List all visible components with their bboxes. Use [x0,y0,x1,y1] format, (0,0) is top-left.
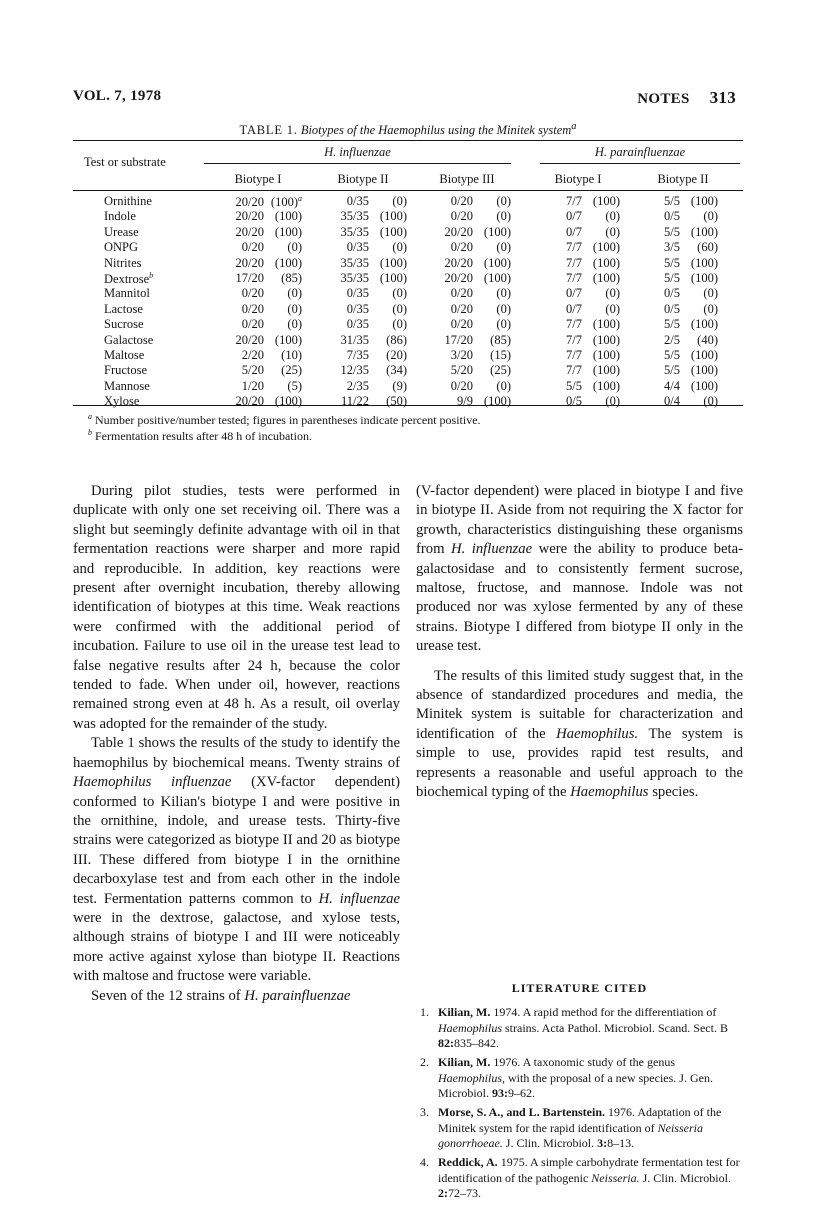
cell-percent: (0) [287,301,302,316]
table-cell [323,209,407,224]
cell-percent: (100) [274,209,302,224]
footnote-mark: b [88,428,92,437]
cell-count: 7/35 [346,348,369,362]
cell-count: 7/7 [566,348,582,362]
cell-count: 4/4 [664,378,680,393]
cell-percent: (50) [386,394,407,409]
cell-percent: (100) [483,224,511,239]
table-row [0,194,816,209]
cell-percent: (86) [386,332,407,347]
row-label: Mannitol [104,286,150,301]
cell-count: 2/35 [346,378,369,393]
cell-count: 20/20 [444,224,473,239]
running-header-volume: VOL. 7, 1978 [73,88,162,104]
table-row [0,333,816,348]
cell-percent: (100) [592,255,620,270]
table-cell [427,225,511,240]
table-cell [427,286,511,301]
table-cell [550,194,620,209]
table-row [0,240,816,255]
cell-count: 7/7 [566,332,582,347]
cell-count: 0/7 [566,301,582,316]
cell-count: 0/35 [346,240,369,255]
cell-count: 0/7 [566,224,582,239]
cell-count: 0/20 [450,194,473,208]
body-column-left [73,482,400,1006]
cell-percent: (40) [697,332,718,347]
table-cell [650,317,718,332]
table-cell [650,302,718,317]
cell-count: 17/20 [235,271,264,285]
cell-count: 5/5 [664,363,680,378]
cell-percent: (100) [274,394,302,409]
cell-percent: (0) [496,209,511,224]
cell-percent: (85) [490,332,511,347]
table-cell [427,240,511,255]
table-row [0,256,816,271]
cell-percent: (100) [483,394,511,409]
table-cell [323,363,407,378]
cell-count: 5/5 [664,194,680,208]
cell-percent: (60) [697,240,718,255]
table-cell [550,209,620,224]
row-label: Sucrose [104,317,144,332]
cell-count: 5/5 [664,317,680,332]
table-cell [550,348,620,363]
cell-count: 0/35 [346,194,369,208]
cell-count: 5/5 [664,255,680,270]
cell-percent: (0) [605,394,620,409]
table-cell [218,394,302,409]
group-header-h-influenzae: H. influenzae [324,145,391,159]
table-cell [218,271,302,286]
table-cell [550,317,620,332]
table-cell [550,240,620,255]
cell-percent: (0) [392,240,407,255]
cell-percent: (0) [287,240,302,255]
table-cell [427,256,511,271]
table-cell [427,302,511,317]
row-label: Lactose [104,301,143,316]
table-caption [73,121,743,138]
table-cell [427,271,511,286]
table-cell [323,348,407,363]
reference-item: 2. Kilian, M. 1976. A taxonomic study of the genus Haemophilus, with the proposal of a new species. J. Gen. Microbiol. 93:9–62. [420,1055,713,1100]
table-row [0,271,816,286]
cell-count: 9/9 [457,394,473,409]
footnote-text: Fermentation results after 48 h of incubation. [95,429,312,443]
table-cell [218,256,302,271]
cell-count: 0/20 [450,301,473,316]
cell-count: 5/20 [450,363,473,378]
cell-count: 20/20 [235,224,264,239]
cell-percent: (100) [690,348,718,362]
table-row [0,394,816,409]
cell-percent: (100) [690,224,718,239]
cell-count: 5/5 [664,348,680,362]
cell-percent: (0) [496,240,511,255]
row-label: Ornithine [104,194,152,208]
cell-count: 3/5 [664,240,680,255]
cell-percent: (85) [281,271,302,285]
table-cell [650,194,718,209]
table-cell [550,333,620,348]
cell-percent: (100) [274,332,302,347]
cell-footnote-mark: a [298,194,302,203]
literature-cited-heading: LITERATURE CITED [511,981,648,995]
cell-percent: (25) [281,363,302,378]
cell-count: 35/35 [340,255,369,270]
group-header-h-parainfluenzae: H. parainfluenzae [594,145,686,159]
cell-count: 12/35 [340,363,369,378]
row-label-footnote-mark: b [149,271,154,280]
cell-count: 0/7 [566,286,582,301]
cell-percent: (100) [379,209,407,224]
cell-percent: (100) [379,255,407,270]
table-cell [427,348,511,363]
cell-percent: (100) [379,224,407,239]
cell-count: 20/20 [235,255,264,270]
cell-count: 7/7 [566,271,582,285]
cell-count: 0/35 [346,301,369,316]
cell-count: 0/20 [241,240,264,255]
cell-count: 0/35 [346,317,369,332]
body-paragraph: Table 1 shows the results of the study to identify the haemophilus by biochemical means. Twenty strains of Haemophilus influenzae (XV-factor dependent) conformed to Kilian's biotype I and were positive in the ornithine, indole, and urease tests. Thirty-five strains were categorized as biotype II and 20 as biotype III. These differed from biotype I in the ornithine decarboxylase test and from each other in the indole test. Fermentation patterns common to H. influenzae were in the dextrose, galactose, and xylose tests, although strains of biotype I and III were noticeably more active against xylose than biotype II. Reactions with maltose and fructose were variable. [73,735,401,985]
table-row [0,317,816,332]
cell-count: 0/35 [346,286,369,301]
table-cell [650,271,718,286]
row-label: Dextrose [104,272,150,287]
cell-count: 0/5 [664,286,680,301]
cell-count: 35/35 [340,271,369,285]
table-cell [650,363,718,378]
cell-percent: (100) [690,317,718,332]
cell-percent: (100) [690,378,718,393]
cell-percent: (0) [703,301,718,316]
column-header-biotype: Biotype II [337,172,389,186]
cell-percent: (0) [496,378,511,393]
table-title: Biotypes of the Haemophilus using the Minitek system [300,123,572,138]
cell-percent: (100) [270,195,298,210]
cell-percent: (0) [605,209,620,224]
cell-percent: (100) [690,255,718,270]
row-label: Indole [104,209,136,224]
table-cell [323,256,407,271]
cell-count: 7/7 [566,255,582,270]
h-parainfluenzae-span-rule [540,163,740,164]
table-cell [650,333,718,348]
table-cell [218,363,302,378]
footnote-text: Number positive/number tested; figures in parentheses indicate percent positive. [95,413,481,427]
body-paragraph-continued: (V-factor dependent) were placed in biotype I and five in biotype II. Aside from not requiring the X factor for growth, characteristics distinguishing these organisms from H. influenzae were the ability to produce beta-galactosidase and to consistently ferment sucrose, maltose, fructose, and mannose. Indole was not produced nor was xylose fermented by any of these strains. Biotype I differed from biotype II only in the urease test. [416,483,743,655]
cell-count: 3/20 [450,348,473,362]
cell-count: 2/20 [241,348,264,362]
row-label: Mannose [104,378,150,393]
row-label: Fructose [104,363,148,378]
cell-percent: (100) [690,194,718,208]
column-header-biotype: Biotype II [657,172,709,186]
cell-count: 0/20 [450,209,473,224]
cell-count: 0/5 [664,301,680,316]
cell-percent: (100) [592,348,620,362]
cell-count: 5/5 [566,378,582,393]
cell-count: 20/20 [235,195,264,210]
cell-count: 17/20 [444,332,473,347]
cell-count: 31/35 [340,332,369,347]
cell-percent: (100) [483,255,511,270]
row-label: Maltose [104,348,145,362]
row-label: Xylose [104,394,140,409]
table-cell [550,286,620,301]
body-column-right [416,482,743,803]
table-cell [650,394,718,409]
cell-count: 0/7 [566,209,582,224]
table-cell [427,363,511,378]
table-cell [427,333,511,348]
table-cell [427,194,511,209]
cell-percent: (0) [287,286,302,301]
cell-percent: (100) [592,194,620,208]
table-cell [218,209,302,224]
table-cell [218,317,302,332]
table-cell [650,240,718,255]
body-paragraph: The results of this limited study suggest that, in the absence of standardized procedures and media, the Minitek system is suitable for characterization and identification of the Haemophilus. The system is simple to use, provides rapid test results, and represents a reasonable and useful approach to the biochemical typing of the Haemophilus species. [416,667,743,801]
cell-percent: (100) [592,378,620,393]
table-cell [218,225,302,240]
cell-count: 5/5 [664,271,680,285]
table-cell [650,379,718,394]
column-header-biotype: Biotype I [554,172,602,186]
row-label: ONPG [104,240,139,255]
table-cell [323,333,407,348]
table-cell [323,302,407,317]
cell-count: 7/7 [566,363,582,378]
table-cell [650,348,718,363]
h-influenzae-span-rule [204,163,511,164]
table-row [0,302,816,317]
table-cell [323,194,407,209]
cell-percent: (0) [605,224,620,239]
running-header-right [637,88,736,108]
cell-count: 0/20 [450,286,473,301]
cell-percent: (0) [605,286,620,301]
table-cell [323,271,407,286]
cell-percent: (100) [592,317,620,332]
row-label: Urease [104,224,139,239]
running-header-section: NOTES [637,91,690,107]
cell-count: 7/7 [566,194,582,208]
table-row [0,286,816,301]
reference-item: 4. Reddick, A. 1975. A simple carbohydrate fermentation test for identification of the pathogenic Neisseria. J. Clin. Microbiol. 2:72–73. [420,1155,740,1200]
table-cell [427,379,511,394]
table-cell [427,394,511,409]
cell-percent: (100) [690,363,718,378]
footnote-mark: a [88,412,92,421]
cell-percent: (100) [592,271,620,285]
cell-count: 0/5 [664,209,680,224]
table-header-rule [73,190,743,191]
cell-percent: (0) [392,317,407,332]
cell-percent: (0) [496,317,511,332]
cell-percent: (10) [281,348,302,362]
cell-count: 1/20 [241,378,264,393]
cell-count: 5/20 [241,363,264,378]
cell-count: 20/20 [235,332,264,347]
table-cell [323,225,407,240]
table-cell [650,225,718,240]
cell-percent: (0) [703,286,718,301]
column-header-test: Test or substrate [84,155,166,169]
cell-percent: (0) [703,209,718,224]
cell-percent: (9) [392,378,407,393]
cell-percent: (100) [483,271,511,285]
cell-count: 2/5 [664,332,680,347]
table-row [0,363,816,378]
cell-percent: (100) [274,255,302,270]
table-cell [323,286,407,301]
cell-percent: (20) [386,348,407,362]
cell-percent: (34) [386,363,407,378]
cell-count: 11/22 [340,394,369,409]
table-cell [218,240,302,255]
cell-count: 0/20 [450,317,473,332]
table-cell [218,286,302,301]
cell-count: 0/4 [664,394,680,409]
cell-count: 5/5 [664,224,680,239]
table-cell [550,271,620,286]
row-label-group [104,271,153,287]
table-title-footnote-mark: a [571,121,577,132]
table-cell [323,240,407,255]
cell-count: 20/20 [235,209,264,224]
cell-percent: (15) [490,348,511,362]
table-cell [550,379,620,394]
table-cell [427,317,511,332]
table-cell [550,394,620,409]
cell-percent: (100) [592,363,620,378]
table-cell [323,317,407,332]
cell-percent: (100) [690,271,718,285]
cell-percent: (0) [392,286,407,301]
table-cell [550,256,620,271]
table-cell [650,209,718,224]
table-row [0,209,816,224]
cell-percent: (0) [496,194,511,208]
row-label: Galactose [104,332,154,347]
cell-percent: (100) [379,271,407,285]
table-row [0,379,816,394]
table-cell [218,302,302,317]
body-paragraph: During pilot studies, tests were performed in duplicate with only one set receiving oil. There was a slight but seemingly definite advantage with oil in that fermentation reactions were sharper and more rapid and reproducible. In addition, key reactions were present after overnight incubation, thereby allowing identification of biotypes at this time. Weak reactions were confirmed with the additional period of incubation. Failure to use oil in the urease test lead to false negative results after 24 h, because the color tended to fade. When under oil, however, reactions remained strong even at 48 h. As a result, oil overlay was adopted for the remainder of the study. [73,483,400,732]
column-header-biotype: Biotype I [234,172,282,186]
reference-item: 1. Kilian, M. 1974. A rapid method for the differentiation of Haemophilus strains. Acta Pathol. Microbiol. Scand. Sect. B 82:835–842. [420,1005,728,1050]
cell-percent: (100) [592,240,620,255]
cell-count: 0/20 [450,240,473,255]
table-top-rule [73,140,743,141]
cell-percent: (0) [496,301,511,316]
table-footnote [88,412,481,428]
table-row [0,348,816,363]
table-label: TABLE 1. [239,123,298,138]
table-cell [218,194,302,210]
body-paragraph: Seven of the 12 strains of H. parainfluenzae [91,987,351,1004]
cell-percent: (0) [496,286,511,301]
column-header-biotype: Biotype III [439,172,495,186]
reference-item: 3. Morse, S. A., and L. Bartenstein. 1976. Adaptation of the Minitek system for the rapid identification of Neisseria gonorrhoeae. J. Clin. Microbiol. 3:8–13. [420,1105,722,1150]
cell-count: 7/7 [566,317,582,332]
table-cell [218,379,302,394]
cell-percent: (5) [287,378,302,393]
cell-percent: (0) [287,317,302,332]
table-cell [218,333,302,348]
cell-count: 0/20 [241,301,264,316]
cell-count: 0/5 [566,394,582,409]
cell-count: 35/35 [340,209,369,224]
table-cell [650,256,718,271]
cell-percent: (0) [605,301,620,316]
table-cell [550,302,620,317]
cell-percent: (100) [592,332,620,347]
table-cell [550,225,620,240]
cell-count: 7/7 [566,240,582,255]
table-row [0,225,816,240]
cell-percent: (0) [392,194,407,208]
table-cell [650,286,718,301]
cell-percent: (25) [490,363,511,378]
cell-count: 0/20 [450,378,473,393]
cell-percent: (0) [392,301,407,316]
cell-percent: (0) [703,394,718,409]
page-number: 313 [709,88,736,107]
cell-count: 20/20 [444,271,473,285]
table-cell [427,209,511,224]
table-cell [218,348,302,363]
table-cell [550,363,620,378]
cell-count: 0/20 [241,286,264,301]
cell-count: 35/35 [340,224,369,239]
cell-percent: (100) [274,224,302,239]
row-label: Nitrites [104,255,142,270]
table-cell [323,379,407,394]
cell-count: 20/20 [444,255,473,270]
cell-count: 20/20 [235,394,264,409]
cell-count: 0/20 [241,317,264,332]
table-footnote [88,428,312,444]
table-cell [323,394,407,409]
